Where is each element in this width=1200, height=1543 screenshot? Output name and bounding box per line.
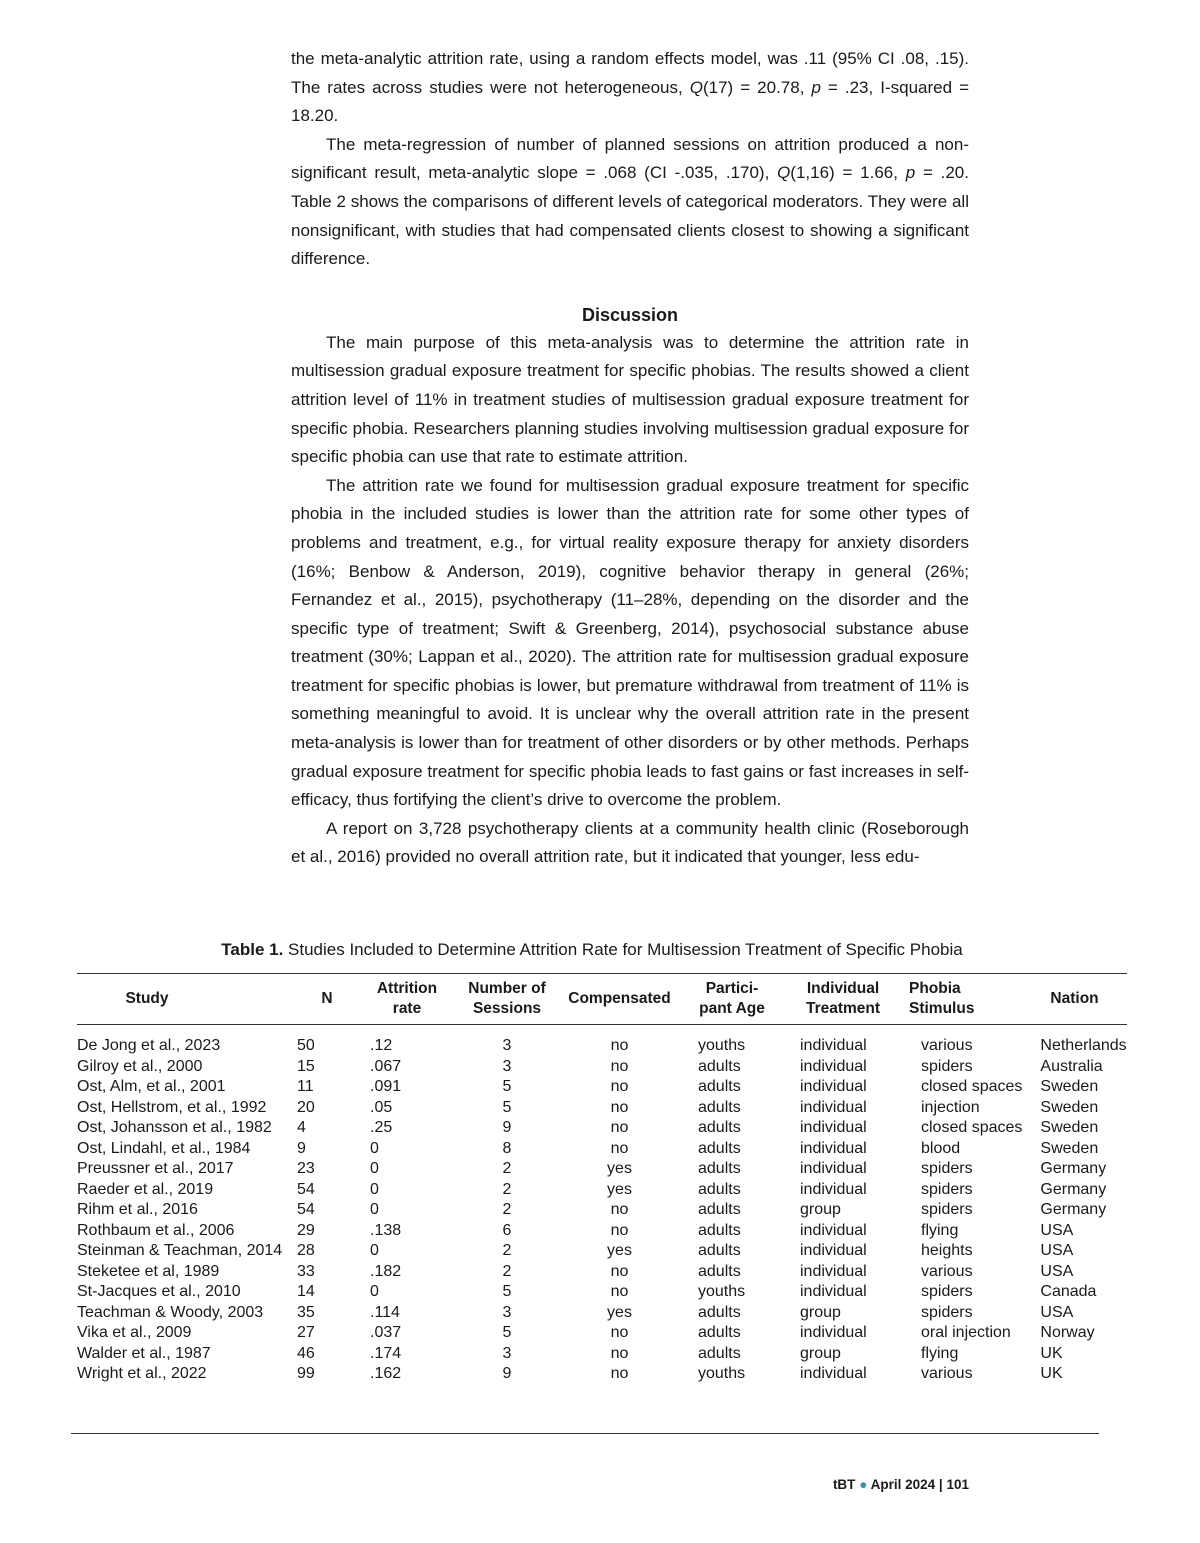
cell-phobia-stimulus: blood: [921, 1139, 961, 1157]
cell-treatment: individual: [800, 1242, 867, 1259]
table-row: [77, 1262, 1127, 1283]
cell-phobia-stimulus: spiders: [921, 1303, 973, 1321]
cell-n: 4: [297, 1119, 306, 1136]
cell-participant-age: youths: [698, 1037, 746, 1054]
page-footer: [833, 1477, 969, 1492]
footer-dot-icon: ●: [859, 1477, 868, 1492]
cell-study: Steketee et al, 1989: [77, 1262, 220, 1280]
cell-attrition-rate: 0: [370, 1139, 379, 1157]
cell-n: 9: [297, 1139, 306, 1157]
cell-attrition-rate: 0: [370, 1160, 379, 1177]
cell-compensated: yes: [607, 1303, 632, 1321]
cell-phobia-stimulus: closed spaces: [921, 1119, 1023, 1136]
cell-phobia-stimulus: flying: [921, 1221, 959, 1239]
cell-sessions: 3: [502, 1303, 512, 1321]
cell-treatment: individual: [800, 1119, 867, 1136]
cell-nation: Germany: [1040, 1180, 1107, 1198]
cell-n: 14: [297, 1283, 315, 1300]
cell-nation: UK: [1040, 1344, 1063, 1362]
cell-participant-age: adults: [698, 1201, 741, 1218]
footer-page-number: 101: [946, 1477, 969, 1492]
cell-treatment: group: [800, 1303, 841, 1321]
cell-n: 35: [297, 1303, 315, 1321]
cell-sessions: 8: [502, 1139, 512, 1157]
cell-compensated: no: [610, 1078, 629, 1095]
cell-nation: Germany: [1040, 1201, 1107, 1218]
cell-phobia-stimulus: spiders: [921, 1201, 973, 1218]
cell-n: 15: [297, 1057, 315, 1075]
cell-phobia-stimulus: various: [921, 1365, 973, 1382]
cell-participant-age: youths: [698, 1365, 746, 1382]
cell-nation: Germany: [1040, 1160, 1107, 1177]
table-row: [77, 1180, 1127, 1201]
cell-treatment: group: [800, 1344, 841, 1362]
header-sessions: Number of Sessions: [468, 980, 546, 1017]
cell-study: Walder et al., 1987: [77, 1344, 211, 1362]
cell-sessions: 3: [502, 1057, 512, 1075]
table-row: [77, 1323, 1127, 1344]
cell-nation: Australia: [1040, 1057, 1103, 1075]
cell-attrition-rate: 0: [370, 1180, 379, 1198]
table-row: [77, 1139, 1127, 1160]
cell-n: 11: [297, 1078, 314, 1095]
footer-journal: tBT: [832, 1477, 856, 1492]
cell-study: Ost, Hellstrom, et al., 1992: [77, 1098, 267, 1116]
cell-nation: USA: [1040, 1221, 1074, 1239]
cell-participant-age: adults: [698, 1344, 741, 1362]
cell-compensated: no: [610, 1119, 629, 1136]
cell-compensated: yes: [607, 1242, 632, 1259]
cell-study: Gilroy et al., 2000: [77, 1057, 203, 1075]
table-row: [77, 1241, 1127, 1262]
cell-nation: Sweden: [1040, 1139, 1099, 1157]
cell-sessions: 2: [502, 1180, 512, 1198]
cell-phobia-stimulus: various: [921, 1037, 973, 1054]
cell-treatment: individual: [800, 1037, 867, 1054]
table-row: [77, 1118, 1127, 1139]
cell-phobia-stimulus: spiders: [921, 1283, 973, 1300]
cell-treatment: individual: [800, 1324, 867, 1341]
cell-attrition-rate: .25: [370, 1119, 393, 1136]
cell-compensated: no: [610, 1262, 629, 1280]
cell-phobia-stimulus: spiders: [921, 1160, 973, 1177]
cell-compensated: no: [610, 1057, 629, 1075]
cell-nation: USA: [1040, 1242, 1074, 1259]
cell-phobia-stimulus: closed spaces: [921, 1078, 1023, 1095]
cell-study: Rothbaum et al., 2006: [77, 1221, 235, 1239]
cell-sessions: 3: [502, 1344, 512, 1362]
cell-n: 33: [297, 1262, 315, 1280]
cell-sessions: 3: [502, 1037, 512, 1054]
cell-attrition-rate: .091: [370, 1078, 402, 1095]
cell-study: Teachman & Woody, 2003: [77, 1303, 264, 1321]
header-stimulus: Phobia Stimulus: [909, 980, 975, 1017]
cell-nation: Sweden: [1040, 1119, 1099, 1136]
cell-sessions: 2: [502, 1201, 512, 1218]
paragraph-discussion-report: A report on 3,728 psychotherapy clients at a community health clinic (Roseborough et al., 2016) provided no overall attrition rate, but it indicated that younger, less edu-: [291, 818, 969, 867]
cell-study: St-Jacques et al., 2010: [77, 1283, 241, 1300]
cell-treatment: individual: [800, 1098, 867, 1116]
cell-participant-age: adults: [698, 1139, 741, 1157]
cell-participant-age: adults: [698, 1119, 741, 1136]
cell-attrition-rate: .174: [370, 1344, 402, 1362]
cell-treatment: individual: [800, 1365, 867, 1382]
cell-attrition-rate: .138: [370, 1221, 402, 1239]
header-age: Partici- pant Age: [699, 980, 765, 1017]
discussion-heading: Discussion: [581, 304, 679, 325]
cell-compensated: no: [610, 1365, 629, 1382]
cell-n: 28: [297, 1242, 315, 1259]
cell-attrition-rate: 0: [370, 1283, 379, 1300]
cell-nation: Sweden: [1040, 1078, 1099, 1095]
table-row: [77, 1282, 1127, 1303]
table-row: [77, 1344, 1127, 1365]
cell-participant-age: adults: [698, 1262, 741, 1280]
paragraph-discussion-purpose: The main purpose of this meta-analysis was to determine the attrition rate in multisession gradual exposure treatment for specific phobias. The results showed a client attrition level of 11% in treatment studies of multisession gradual exposure treatment for specific phobia. Researchers planning studies involving multisession gradual exposure for specific phobia can use that rate to estimate attrition.: [291, 332, 969, 467]
header-treatment: Individual Treatment: [805, 980, 881, 1017]
cell-sessions: 2: [502, 1242, 512, 1259]
table-row: [77, 1098, 1127, 1119]
cell-treatment: individual: [800, 1221, 867, 1239]
table-row: [77, 1159, 1127, 1180]
cell-n: 54: [297, 1180, 315, 1198]
cell-n: 20: [297, 1098, 315, 1116]
paragraph-meta-regression: The meta-regression of number of planned sessions on attrition produced a non-significant result, meta-analytic slope = .068 (CI -.035, .170), Q(1,16) = 1.66, p = .20. Table 2 shows the comparisons of different levels of categorical moderators. They were all nonsignificant, with studies that had compensated clients closest to showing a significant difference.: [291, 134, 969, 269]
cell-phobia-stimulus: heights: [921, 1242, 973, 1259]
cell-participant-age: adults: [698, 1098, 741, 1116]
table-header-row: [77, 974, 1127, 1025]
cell-sessions: 5: [502, 1324, 512, 1341]
cell-treatment: individual: [800, 1057, 867, 1075]
cell-attrition-rate: 0: [370, 1201, 379, 1218]
studies-table: [77, 973, 1127, 1391]
cell-sessions: 9: [502, 1119, 512, 1136]
cell-attrition-rate: .114: [370, 1303, 400, 1321]
cell-study: Ost, Alm, et al., 2001: [77, 1078, 226, 1095]
cell-sessions: 2: [502, 1262, 512, 1280]
cell-participant-age: adults: [698, 1057, 741, 1075]
cell-n: 50: [297, 1037, 315, 1054]
cell-phobia-stimulus: oral injection: [921, 1324, 1011, 1341]
table-row: [77, 1057, 1127, 1078]
table-caption: Table 1. Studies Included to Determine Attrition Rate for Multisession Treatment of Specific Phobia: [221, 940, 963, 959]
paragraph-results-end: the meta-analytic attrition rate, using a random effects model, was .11 (95% CI .08, .15). The rates across studies were not heterogeneous, Q(17) = 20.78, p = .23, I-squared = 18.20.: [291, 49, 970, 126]
table-row: [77, 1077, 1127, 1098]
cell-attrition-rate: .067: [370, 1057, 402, 1075]
cell-study: Wright et al., 2022: [77, 1365, 207, 1382]
cell-compensated: no: [610, 1221, 629, 1239]
cell-n: 23: [297, 1160, 315, 1177]
header-compensated: Compensated: [568, 990, 671, 1007]
cell-compensated: no: [610, 1139, 629, 1157]
cell-phobia-stimulus: flying: [921, 1344, 959, 1362]
cell-participant-age: adults: [698, 1303, 741, 1321]
header-study: Study: [125, 990, 169, 1007]
body-column: [291, 45, 969, 872]
paragraph-discussion-comparison: The attrition rate we found for multisession gradual exposure treatment for specific phobia in the included studies is lower than the attrition rate for some other types of problems and treatment, e.g., for virtual reality exposure therapy for anxiety disorders (16%; Benbow & Anderson, 2019), cognitive behavior therapy in general (26%; Fernandez et al., 2015), psychotherapy (11–28%, depending on the disorder and the specific type of treatment; Swift & Greenberg, 2014), psychosocial substance abuse treatment (30%; Lappan et al., 2020). The attrition rate for multisession gradual exposure treatment for specific phobias is lower, but premature withdrawal from treatment of 11% is something meaningful to avoid. It is unclear why the overall attrition rate in the present meta-analysis is lower than for treatment of other disorders or by other methods. Perhaps gradual exposure treatment for specific phobia leads to fast gains or fast increases in self-efficacy, thus fortifying the client’s drive to overcome the problem.: [291, 475, 969, 810]
header-attrition: Attrition rate: [376, 980, 438, 1017]
cell-sessions: 5: [502, 1078, 512, 1095]
cell-study: Rihm et al., 2016: [77, 1201, 198, 1218]
cell-phobia-stimulus: spiders: [921, 1057, 973, 1075]
cell-participant-age: adults: [698, 1160, 741, 1177]
cell-attrition-rate: .182: [370, 1262, 402, 1280]
cell-attrition-rate: .037: [370, 1324, 402, 1341]
table-row: [77, 1364, 1127, 1391]
cell-phobia-stimulus: spiders: [921, 1180, 973, 1198]
footer-date: April 2024: [870, 1477, 936, 1492]
cell-participant-age: adults: [698, 1180, 741, 1198]
cell-nation: Canada: [1040, 1283, 1097, 1300]
cell-study: De Jong et al., 2023: [77, 1037, 221, 1054]
cell-attrition-rate: .12: [370, 1037, 393, 1054]
cell-treatment: individual: [800, 1180, 867, 1198]
table-row: [77, 1200, 1127, 1221]
header-nation: Nation: [1050, 990, 1099, 1007]
cell-nation: USA: [1040, 1303, 1074, 1321]
table-row: [77, 1221, 1127, 1242]
cell-compensated: no: [610, 1037, 629, 1054]
cell-n: 99: [297, 1365, 315, 1382]
cell-attrition-rate: 0: [370, 1242, 379, 1259]
cell-study: Vika et al., 2009: [77, 1324, 192, 1341]
cell-treatment: individual: [800, 1283, 867, 1300]
cell-participant-age: adults: [698, 1242, 741, 1259]
cell-n: 27: [297, 1324, 315, 1341]
header-n: N: [321, 990, 333, 1007]
cell-nation: Netherlands: [1040, 1037, 1127, 1054]
cell-sessions: 5: [502, 1098, 512, 1116]
cell-participant-age: adults: [698, 1324, 741, 1341]
cell-treatment: individual: [800, 1262, 867, 1280]
footer-separator: |: [938, 1477, 943, 1492]
cell-attrition-rate: .05: [370, 1098, 393, 1116]
cell-sessions: 6: [502, 1221, 512, 1239]
cell-participant-age: adults: [698, 1078, 741, 1095]
cell-sessions: 9: [502, 1365, 512, 1382]
cell-compensated: yes: [607, 1160, 632, 1177]
cell-sessions: 5: [502, 1283, 512, 1300]
cell-study: Steinman & Teachman, 2014: [77, 1242, 283, 1259]
cell-n: 46: [297, 1344, 315, 1362]
cell-nation: USA: [1040, 1262, 1074, 1280]
cell-nation: UK: [1040, 1365, 1063, 1382]
cell-compensated: no: [610, 1201, 629, 1218]
cell-participant-age: youths: [698, 1283, 746, 1300]
cell-study: Raeder et al., 2019: [77, 1180, 214, 1198]
cell-study: Ost, Lindahl, et al., 1984: [77, 1139, 251, 1157]
cell-treatment: individual: [800, 1160, 867, 1177]
cell-attrition-rate: .162: [370, 1365, 402, 1382]
cell-treatment: individual: [800, 1139, 867, 1157]
cell-compensated: yes: [607, 1180, 632, 1198]
cell-treatment: group: [800, 1201, 841, 1218]
table-bottom-rule: [71, 1433, 1099, 1434]
cell-participant-age: adults: [698, 1221, 741, 1239]
cell-n: 54: [297, 1201, 315, 1218]
cell-n: 29: [297, 1221, 315, 1239]
cell-treatment: individual: [800, 1078, 867, 1095]
cell-sessions: 2: [502, 1160, 512, 1177]
cell-nation: Sweden: [1040, 1098, 1099, 1116]
cell-compensated: no: [610, 1344, 629, 1362]
table-row: [77, 1303, 1127, 1324]
cell-compensated: no: [610, 1283, 629, 1300]
cell-study: Preussner et al., 2017: [77, 1160, 234, 1177]
table-row: [77, 1025, 1127, 1057]
cell-compensated: no: [610, 1324, 629, 1341]
cell-phobia-stimulus: various: [921, 1262, 973, 1280]
cell-nation: Norway: [1040, 1324, 1095, 1341]
cell-phobia-stimulus: injection: [921, 1098, 980, 1116]
cell-compensated: no: [610, 1098, 629, 1116]
cell-study: Ost, Johansson et al., 1982: [77, 1119, 272, 1136]
